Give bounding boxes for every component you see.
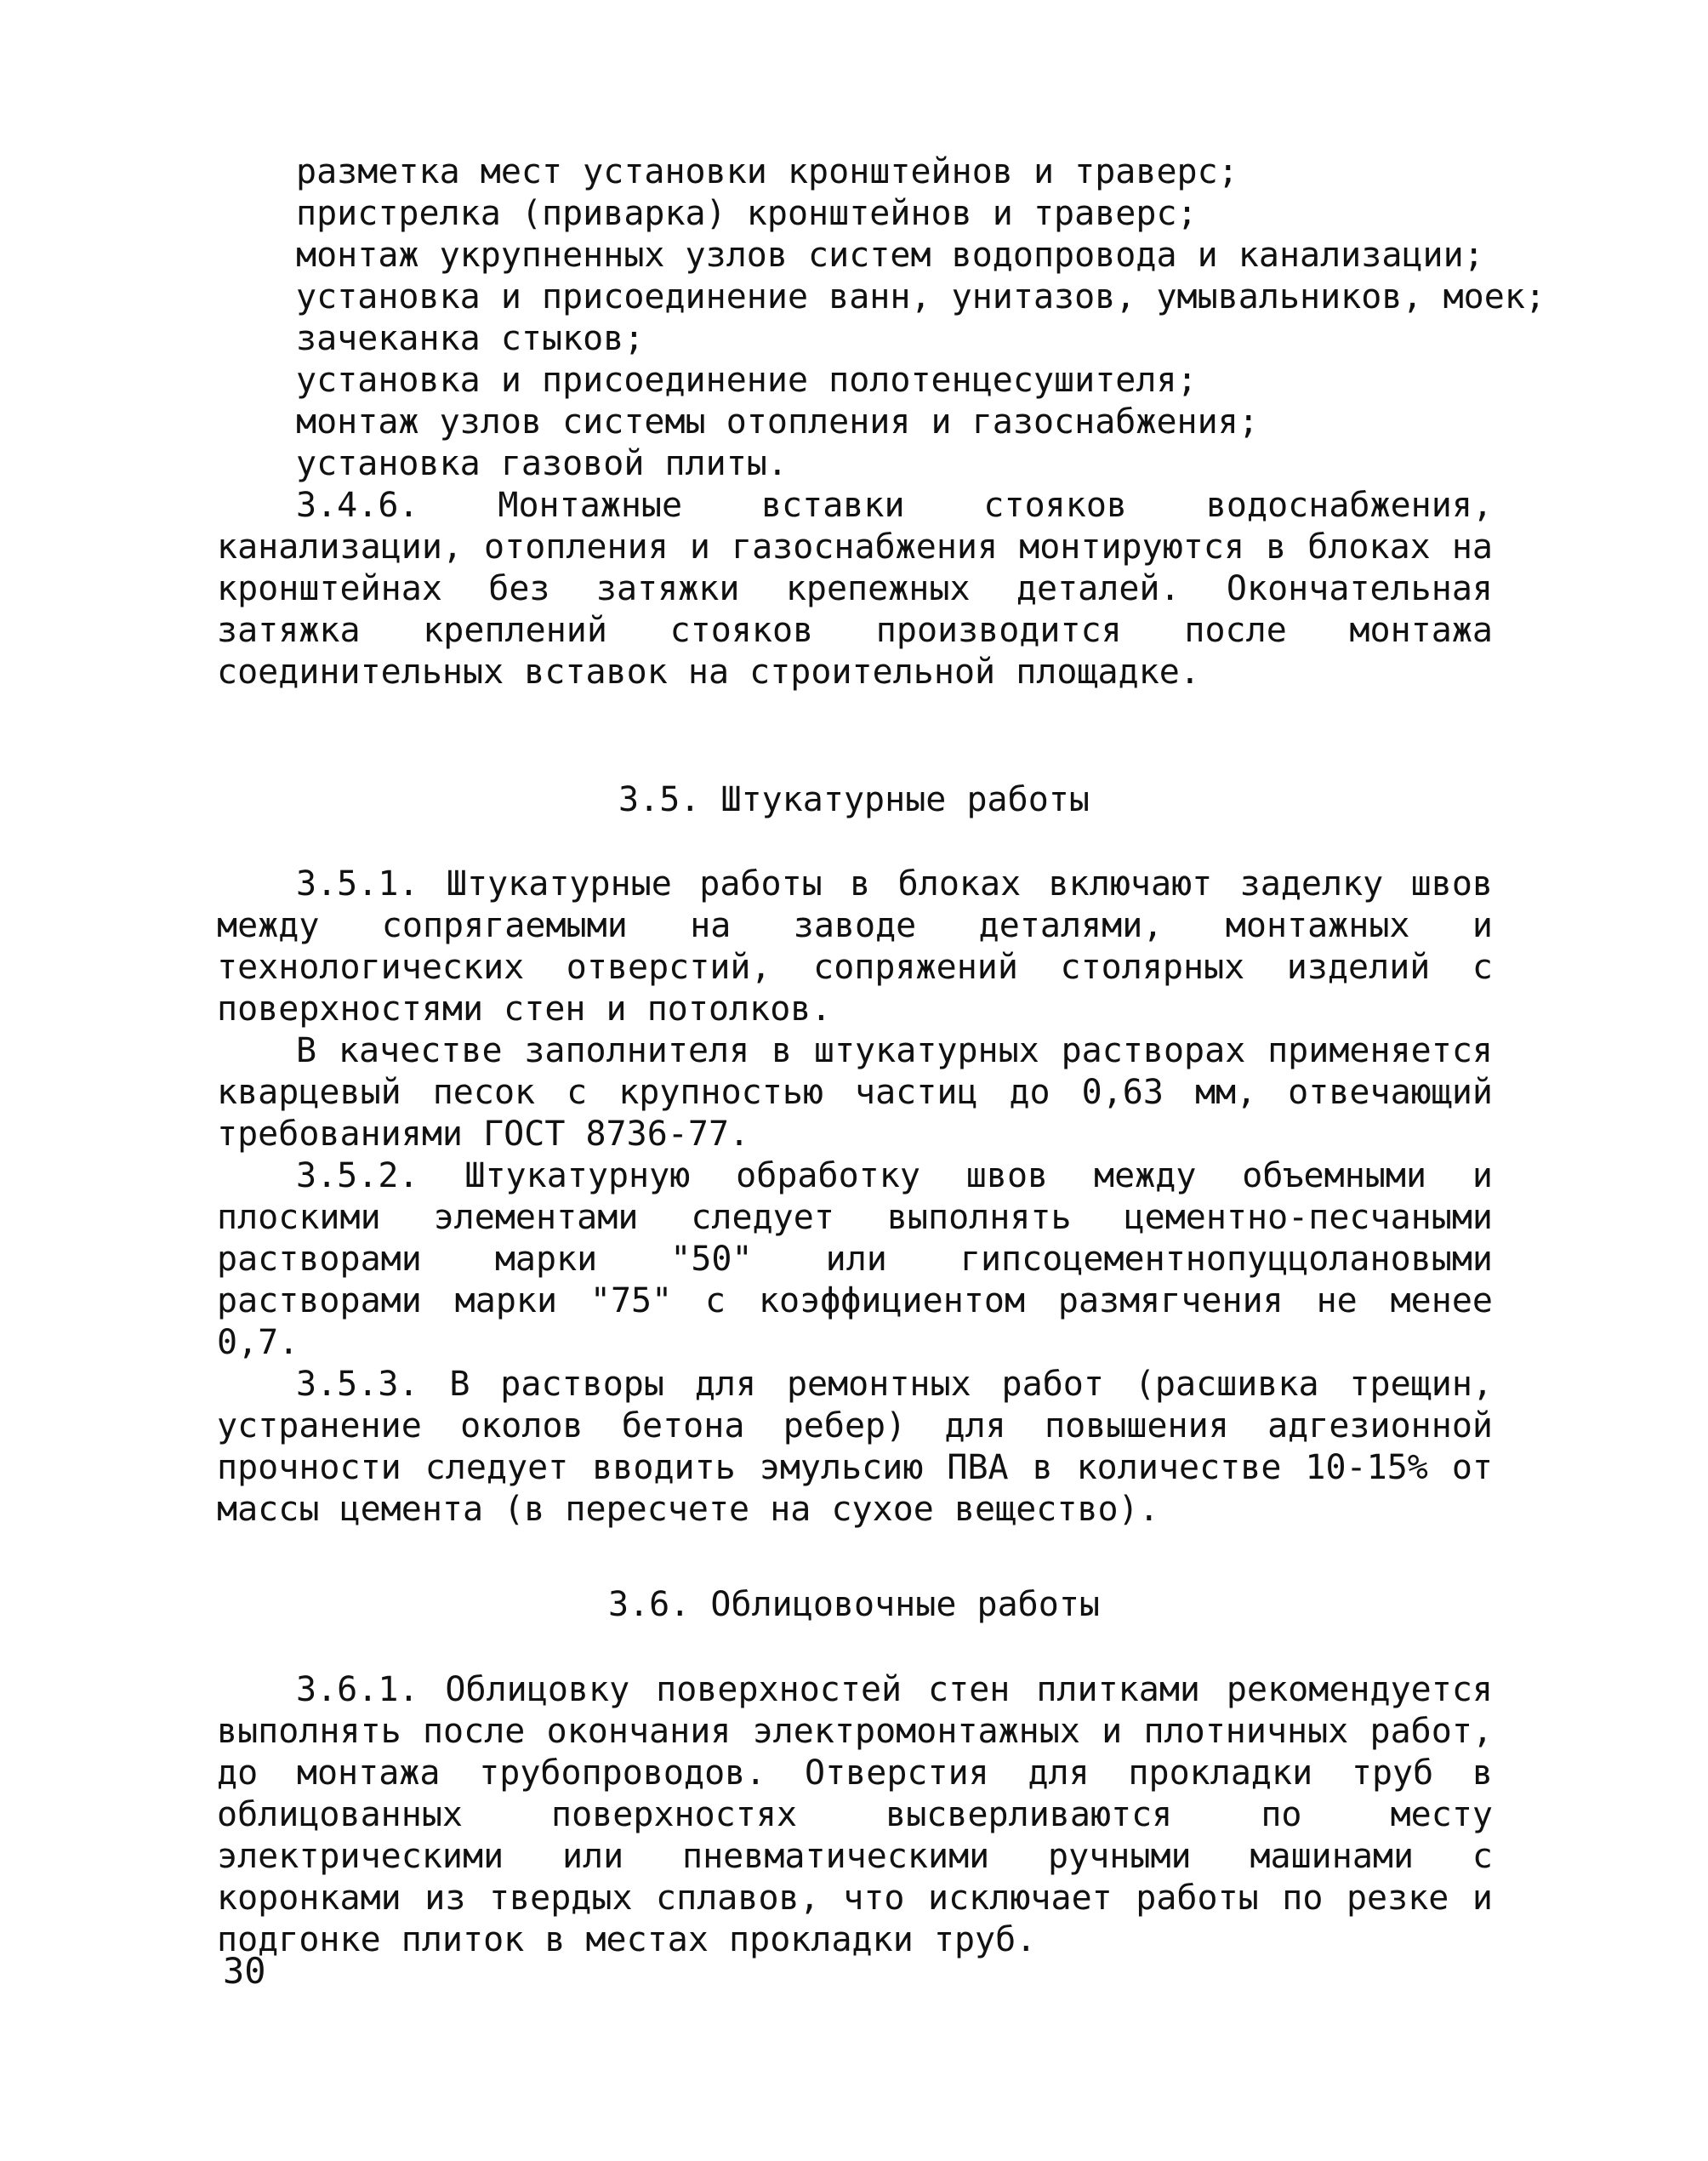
list-item: установка и присоединение полотенцесушителя; xyxy=(296,361,1198,400)
paragraph-3-5-2: 3.5.2. Штукатурную обработку швов между объемными и плоскими элементами следует выполнять цементно-песчаными растворами марки "50" или гипсоцементнопуццолановыми растворами марки "75" с коэффициентом размягчения не менее 0,7. xyxy=(217,1156,1493,1362)
section-3-4-6 xyxy=(217,485,1493,693)
list-item: зачеканка стыков; xyxy=(296,319,645,358)
paragraph-3-5-1: 3.5.1. Штукатурные работы в блоках включают заделку швов между сопрягаемыми на заводе деталями, монтажных и технологических отверстий, сопряжений столярных изделий с поверхностями стен и потолков. xyxy=(217,864,1493,1029)
paragraph-3-5-1-filler: В качестве заполнителя в штукатурных растворах применяется кварцевый песок с крупностью частиц до 0,63 мм, отвечающий требованиями ГОСТ 8736-77. xyxy=(217,1031,1493,1154)
page-number: 30 xyxy=(223,1950,266,1992)
paragraph-3-5-3: 3.5.3. В растворы для ремонтных работ (расшивка трещин, устранение околов бетона ребер) для повышения адгезионной прочности следует вводить эмульсию ПВА в количестве 10-15% от массы цемента (в пересчете на сухое вещество). xyxy=(217,1365,1493,1529)
list-item: пристрелка (приварка) кронштейнов и траверс; xyxy=(296,194,1198,233)
paragraph-3-4-6: 3.4.6. Монтажные вставки стояков водоснабжения, канализации, отопления и газоснабжения монтируются в блоках на кронштейнах без затяжки крепежных деталей. Окончательная затяжка креплений стояков производится после монтажа соединительных вставок на строительной площадке. xyxy=(217,486,1493,692)
section-3-5 xyxy=(217,864,1493,1531)
paragraph-3-6-1: 3.6.1. Облицовку поверхностей стен плитками рекомендуется выполнять после окончания электромонтажных и плотничных работ, до монтажа трубопроводов. Отверстия для прокладки труб в облицованных поверхностях высверливаются по месту электрическими или пневматическими ручными машинами с коронками из твердых сплавов, что исключает работы по резке и подгонке плиток в местах прокладки труб. xyxy=(217,1670,1493,1959)
list-item: разметка мест установки кронштейнов и траверс; xyxy=(296,152,1238,191)
section-3-6 xyxy=(217,1669,1493,1961)
list-item: монтаж узлов системы отопления и газоснабжения; xyxy=(296,402,1259,442)
heading-3-6: 3.6. Облицовочные работы xyxy=(608,1585,1100,1624)
list-item: установка и присоединение ванн, унитазов, умывальников, моек; xyxy=(296,277,1546,316)
list-installation-steps xyxy=(296,151,1546,485)
list-item: установка газовой плиты. xyxy=(296,444,788,483)
list-item: монтаж укрупненных узлов систем водопровода и канализации; xyxy=(296,236,1484,275)
heading-3-5: 3.5. Штукатурные работы xyxy=(618,780,1090,819)
